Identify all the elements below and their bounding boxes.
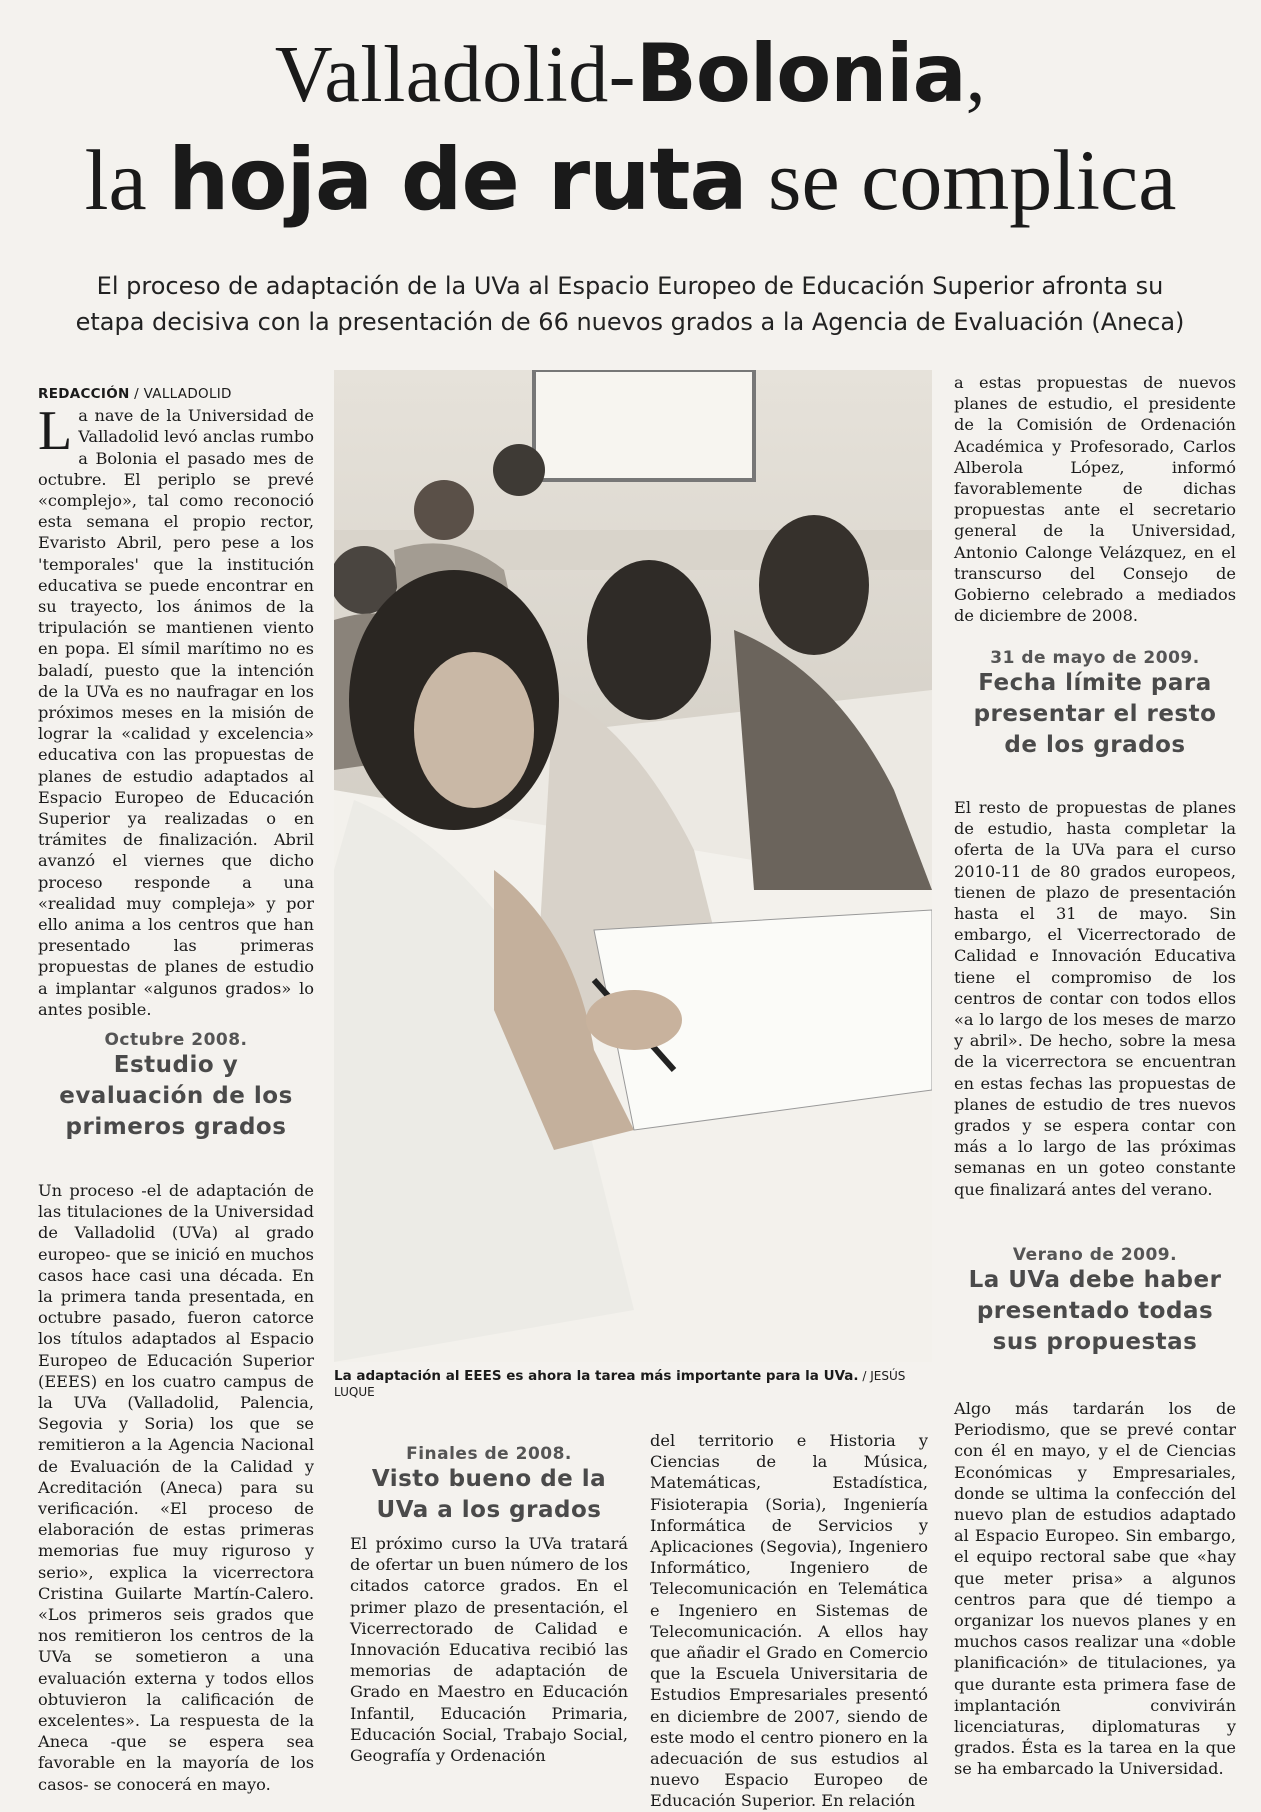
dropcap: L (38, 400, 73, 463)
classroom-photo-illustration (334, 370, 932, 1362)
article-column-4-continued (954, 797, 1236, 1200)
headline-bold-part: hoja de ruta (168, 130, 747, 230)
paragraph: a estas propuestas de nuevos planes de estudio, el presidente de la Comisión de Ordenación Académica y Profesorado, Carlos Alberola López, informó favorablemente de dichas propuestas ante el secretario general de la Universidad, Antonio Calonge Velázquez, en el transcurso del Consejo de Gobierno celebrado a mediados de diciembre de 2008. (954, 373, 1236, 626)
paragraph: del territorio e Historia y Ciencias de la Música, Matemáticas, Estadística, Fisioterapia (Soria), Ingeniería Informática de Servicios y Aplicaciones (Segovia), Ingeniero Informático, Ingeniero de Telecomunicación en Telemática e Ingeniero en Sistemas de Telecomunicación. A ellos hay que añadir el Grado en Comercio que la Escuela Universitaria de Estudios Empresariales presentó en diciembre de 2007, siendo de este modo el centro pionero en la adecuación de sus estudios al nuevo Espacio Europeo de Educación Superior. En relación (650, 1431, 928, 1811)
section-date: Octubre 2008. (104, 1030, 248, 1050)
section-title: Fecha límite para presentar el resto de los grados (973, 670, 1217, 758)
headline-line-1 (0, 26, 1261, 123)
section-title: La UVa debe haber presentado todas sus propuestas (968, 1267, 1222, 1355)
photo-caption (334, 1368, 934, 1400)
section-title: Estudio y evaluación de los primeros grados (59, 1052, 293, 1140)
paragraph: Algo más tardarán los de Periodismo, que se prevé contar con él en mayo, y el de Ciencias Económicas y Empresariales, donde se ultima la confección del nuevo plan de estudios adaptado al Espacio Europeo. Sin embargo, el equipo rectoral sabe que «hay que meter prisa» a algunos centros para que dé tiempo a organizar los nuevos planes y en muchos casos realizar una «doble planificación» de titulaciones, ya que durante esta primera fase de implantación convivirán licenciaturas, diplomaturas y grados. Ésta es la tarea en la que se ha embarcado la Universidad. (954, 1399, 1236, 1779)
article-column-1 (38, 384, 314, 1020)
article-column-3 (650, 1430, 928, 1812)
byline-separator: / (129, 386, 144, 402)
headline-bold-part: Bolonia (635, 27, 966, 120)
byline-author: REDACCIÓN (38, 386, 130, 402)
paragraph: El resto de propuestas de planes de estudio, hasta completar la oferta de la UVa para el curso 2010-11 de 80 grados europeos, tienen de plazo de presentación hasta el 31 de mayo. Sin embargo, el Vicerrectorado de Calidad e Innovación Educativa tiene el compromiso de los centros de contar con todos ellos «a lo largo de los meses de marzo y abril». De hecho, sobre la mesa de la vicerrectora se encuentran en estas fechas las propuestas de planes de estudio de tres nuevos grados y se espera contar con más a lo largo de las próximas semanas en un goteo constante que finalizará antes del verano. (954, 798, 1236, 1199)
article-column-1-continued (38, 1180, 314, 1795)
paragraph: El próximo curso la UVa tratará de ofertar un buen número de los citados catorce grados. En el primer plazo de presentación, el Vicerrectorado de Calidad e Innovación Educativa recibió las memorias de adaptación de Grado en Maestro en Educación Infantil, Educación Primaria, Educación Social, Trabajo Social, Geografía y Ordenación (350, 1534, 628, 1766)
section-head-31-mayo (954, 648, 1236, 761)
article-column-4-end (954, 1398, 1236, 1780)
section-title: Visto bueno de la UVa a los grados (371, 1466, 607, 1523)
subheadline (30, 268, 1230, 340)
paragraph-intro-text: a nave de la Universidad de Valladolid levó anclas rumbo a Bolonia el pasado mes de octubre. El periplo se prevé «complejo», tal como reconoció esta semana el propio rector, Evaristo Abril, pero pese a los 'temporales' que la institución educativa se puede encontrar en su trayecto, los ánimos de la tripulación se mantienen viento en popa. El símil marítimo no es baladí, puesto que la intención de la UVa es no naufragar en los próximos meses en la misión de lograr la «calidad y excelencia» educativa con las propuestas de planes de estudio adaptados al Espacio Europeo de Educación Superior ya realizadas o en trámites de finalización. Abril avanzó el viernes que dicho proceso responde a una «realidad muy compleja» y por ello anima a los centros que han presentado las primeras propuestas de planes de estudio a implantar «algunos grados» lo antes posible. (38, 406, 314, 1019)
section-date: Verano de 2009. (1012, 1245, 1178, 1265)
article-column-4 (954, 372, 1236, 626)
section-date: 31 de mayo de 2009. (990, 648, 1200, 668)
subheadline-line-1: El proceso de adaptación de la UVa al Espacio Europeo de Educación Superior afronta su (96, 272, 1164, 300)
article-column-2 (350, 1533, 628, 1766)
headline-part: la (84, 132, 169, 228)
section-head-finales-2008 (350, 1444, 628, 1526)
byline-place: VALLADOLID (143, 386, 232, 402)
section-date: Finales de 2008. (406, 1444, 572, 1464)
paragraph: Un proceso -el de adaptación de las titulaciones de la Universidad de Valladolid (UVa) al grado europeo- que se inició en muchos casos hace casi una década. En la primera tanda presentada, en octubre pasado, fueron catorce los títulos adaptados al Espacio Europeo de Educación Superior (EEES) en los cuatro campus de la UVa (Valladolid, Palencia, Segovia y Soria) los que se remitieron a la Agencia Nacional de Evaluación de la Calidad y Acreditación (Aneca) para su verificación. «El proceso de elaboración de estas primeras memorias fue muy riguroso y serio», explica la vicerrectora Cristina Guilarte Martín-Calero. «Los primeros seis grados que nos remitieron los centros de la UVa se sometieron a una evaluación externa y todos ellos obtuvieron la calificación de excelentes». La respuesta de la Aneca -que se espera sea favorable en la mayoría de los casos- se conocerá en mayo. (38, 1181, 314, 1794)
photo-credit: / JESÚS LUQUE (334, 1369, 906, 1399)
caption-text: La adaptación al EEES es ahora la tarea más importante para la UVa. (334, 1368, 859, 1384)
section-head-octubre (38, 1030, 314, 1143)
headline-line-2 (0, 130, 1261, 230)
headline-part: Valladolid- (274, 31, 636, 119)
article-photo (334, 370, 932, 1362)
section-head-verano-2009 (954, 1245, 1236, 1358)
headline-part: , (965, 31, 987, 119)
byline (38, 384, 314, 405)
subheadline-line-2: etapa decisiva con la presentación de 66 nuevos grados a la Agencia de Evaluación (Aneca) (75, 308, 1185, 336)
paragraph-intro (38, 400, 314, 1020)
headline-part: se complica (746, 132, 1177, 228)
